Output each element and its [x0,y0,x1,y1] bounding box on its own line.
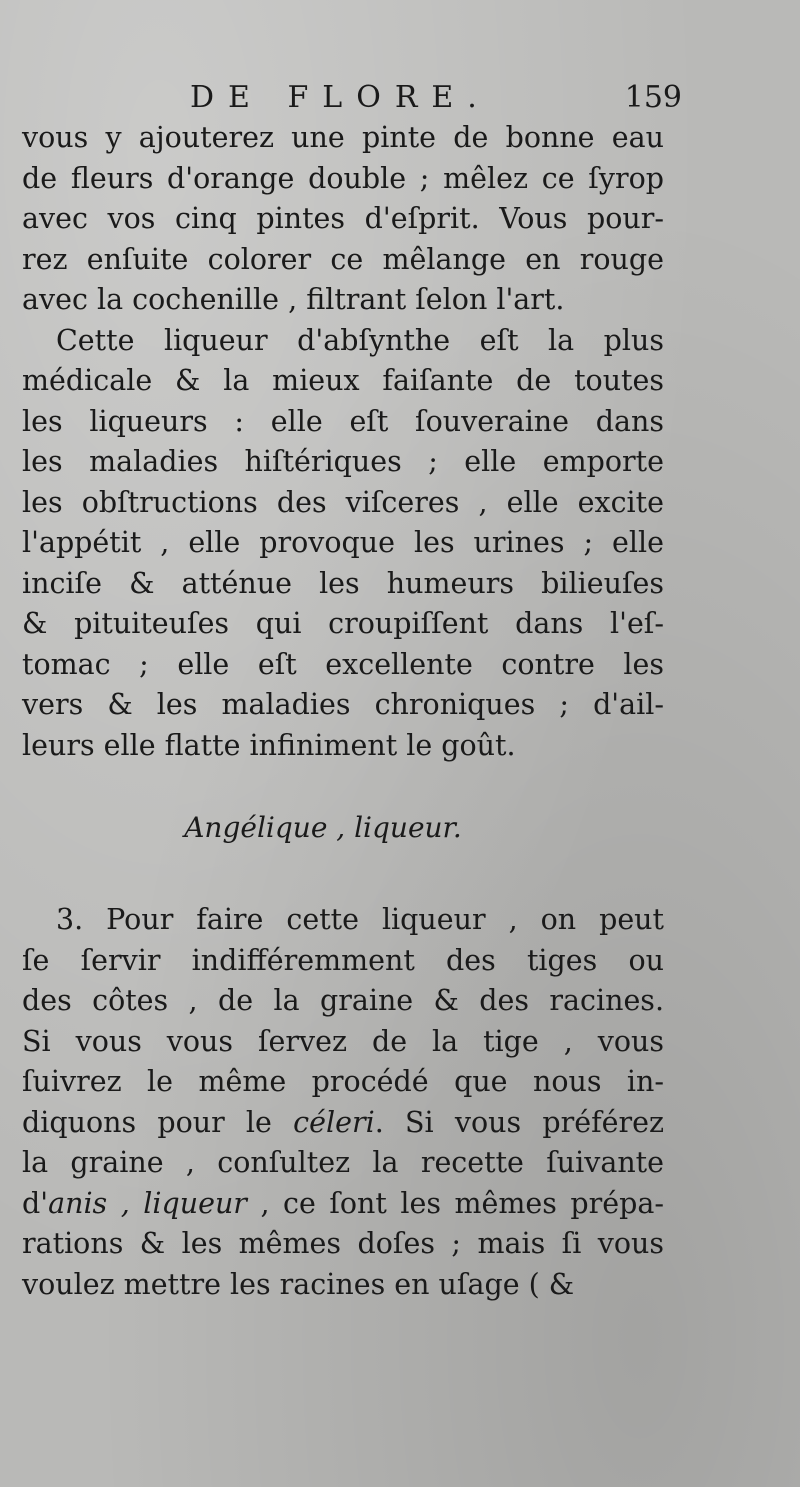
text-line: de fleurs d'orange double ; mêlez ce ſyrop [22,161,664,195]
text-line: ſe ſervir indifféremment des tiges ou [22,943,664,977]
text-line: rations & les mêmes doſes ; mais ſi vous [22,1227,664,1260]
text-line: la graine , conſultez la recette ſuivante [22,1146,664,1179]
italic-term: céleri [293,1105,375,1139]
page-header [0,80,800,120]
text-run: , ce ſont les mêmes prépa- [246,1186,664,1220]
text-line: des côtes , de la graine & des racines. [22,984,664,1017]
paragraph-2 [22,321,664,767]
text-line: leurs elle flatte infiniment le goût. [22,728,516,762]
text-line: tomac ; elle eſt excellente contre les [22,647,664,681]
text-line: vous y ajouterez une pinte de bonne eau [22,121,664,154]
paragraph-1 [22,118,664,321]
text-line: l'appétit , elle provoque les urines ; elle [22,526,664,559]
text-run: d' [22,1186,49,1220]
text-line: avec la cochenille , filtrant ſelon l'art. [22,283,565,316]
text-line: Cette liqueur d'abſynthe eſt la plus [56,323,664,357]
text-line: vers & les maladies chroniques ; d'ail- [22,688,664,721]
text-line: médicale & la mieux faiſante de toutes [22,364,664,397]
text-line: inciſe & atténue les humeurs bilieuſes [22,566,664,600]
page-number: 159 [624,80,682,115]
text-run: diquons pour le [22,1105,294,1139]
text-line: rez enſuite colorer ce mêlange en rouge [22,242,664,276]
text-line [22,1184,664,1225]
text-line: voulez mettre les racines en uſage ( & [22,1267,575,1301]
text-line [22,1103,664,1144]
text-line: avec vos cinq pintes d'eſprit. Vous pour- [22,202,664,235]
section-heading: Angélique , liqueur. [184,811,462,844]
text-line: & pituiteuſes qui croupiſſent dans l'eſ- [22,607,664,640]
text-line: 3. Pour faire cette liqueur , on peut [56,903,664,936]
text-line: les liqueurs : elle eſt ſouveraine dans [22,404,664,438]
paragraph-3 [22,900,664,1305]
text-line: les maladies hiſtériques ; elle emporte [22,445,664,478]
italic-term: anis , liqueur [48,1186,247,1220]
text-line: Si vous vous ſervez de la tige , vous [22,1024,664,1058]
running-head: DE FLORE. [190,80,491,115]
spacer [22,766,664,808]
text-line: ſuivrez le même procédé que nous in- [22,1065,664,1098]
text-line: les obſtructions des viſceres , elle excite [22,485,664,519]
spacer [22,848,664,900]
body-text [22,118,664,1305]
text-run: . Si vous préférez [374,1105,664,1139]
